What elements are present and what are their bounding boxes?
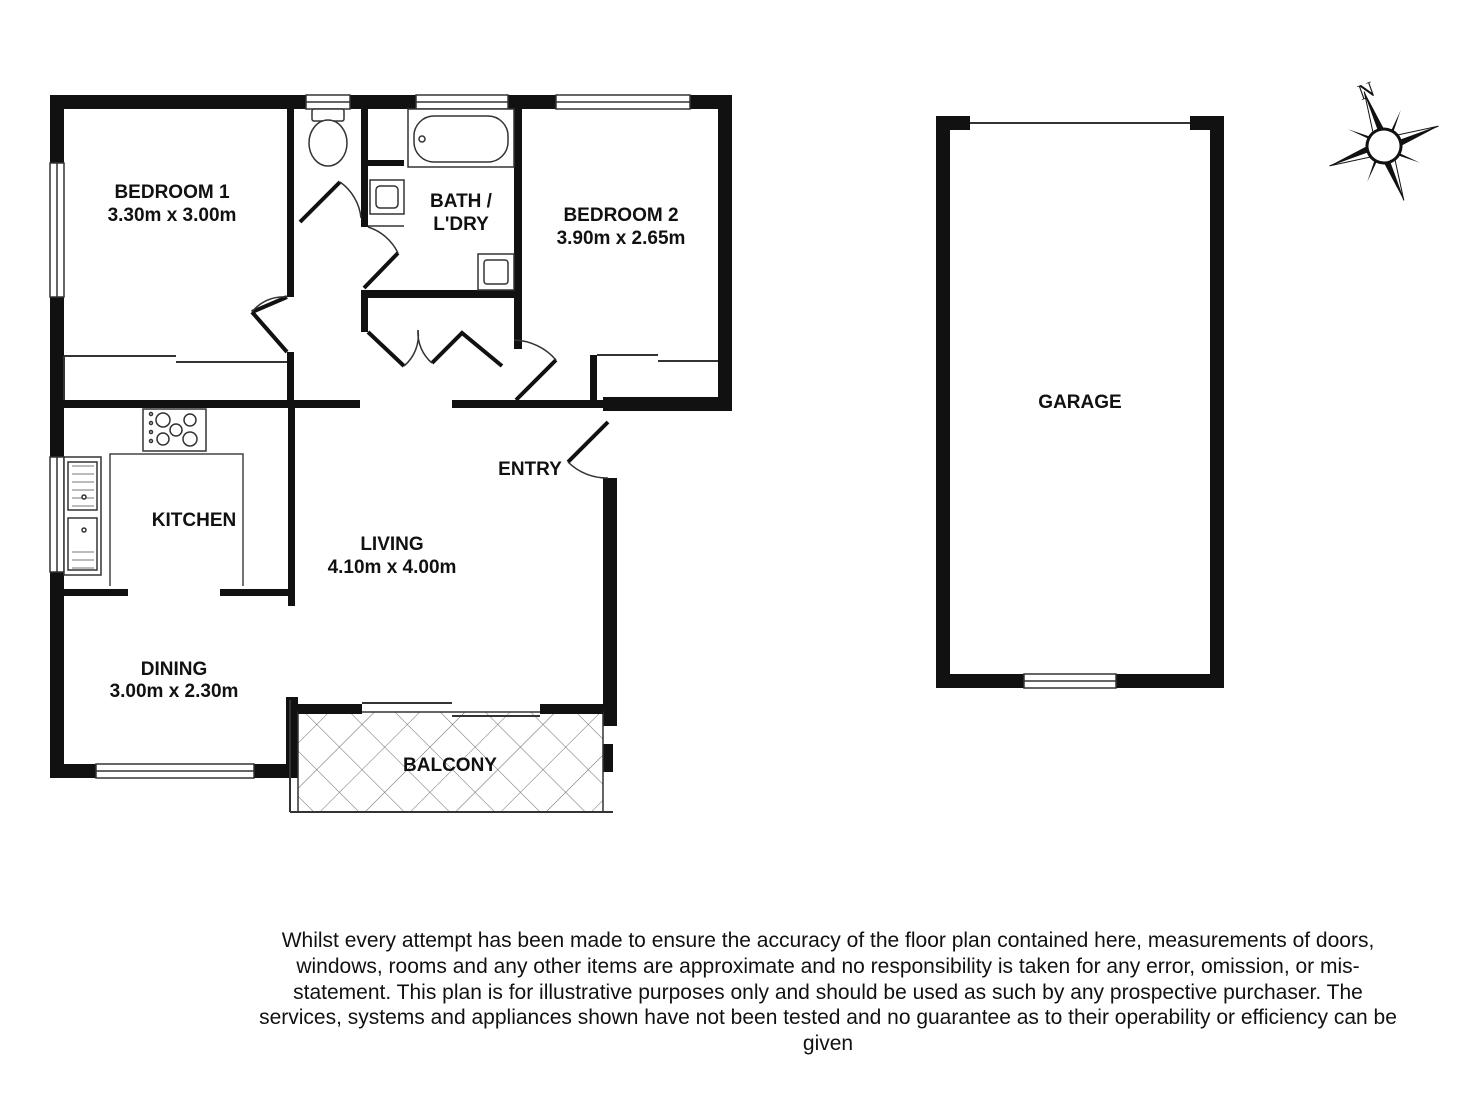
dining-name: DINING: [140, 659, 208, 680]
bath-name-line2: L'DRY: [433, 214, 489, 235]
kitchen-sink-icon: [64, 457, 101, 575]
bath-name-line1: BATH /: [430, 191, 492, 212]
compass-north-label: N: [1354, 76, 1378, 105]
compass-rose-icon: [1310, 72, 1459, 221]
dining-dim: 3.00m x 2.30m: [109, 681, 239, 702]
cooktop-icon: [143, 409, 206, 451]
disclaimer-text: Whilst every attempt has been made to ensure the accuracy of the floor plan contained here, measurements of doors, windows, rooms and any other items are approximate and no responsibility is taken for any error, omission, or mis-statement. This plan is for illustrative purposes only and should be used as such by any prospective purchaser. The services, systems and appliances shown have not been tested and no guarantee as to their operability or efficiency can be given: [259, 929, 1397, 1056]
garage-name: GARAGE: [1038, 392, 1122, 413]
doors: [252, 182, 608, 478]
balcony-name: BALCONY: [403, 755, 497, 776]
bedroom2-name: BEDROOM 2: [563, 205, 679, 226]
entry-name: ENTRY: [498, 459, 562, 480]
living-name: LIVING: [360, 534, 424, 555]
bedroom2-dim: 3.90m x 2.65m: [556, 228, 686, 249]
basin-icon: [370, 180, 404, 214]
bedroom1-dim: 3.30m x 3.00m: [107, 205, 237, 226]
kitchen-name: KITCHEN: [151, 510, 237, 531]
laundry-tub-icon: [478, 254, 514, 290]
toilet-icon: [309, 109, 347, 166]
bedroom1-name: BEDROOM 1: [114, 182, 230, 203]
living-dim: 4.10m x 4.00m: [327, 557, 457, 578]
wardrobe-bedroom2: [597, 355, 718, 361]
wardrobe-bedroom1: [64, 356, 287, 400]
bathtub-icon: [408, 109, 514, 167]
